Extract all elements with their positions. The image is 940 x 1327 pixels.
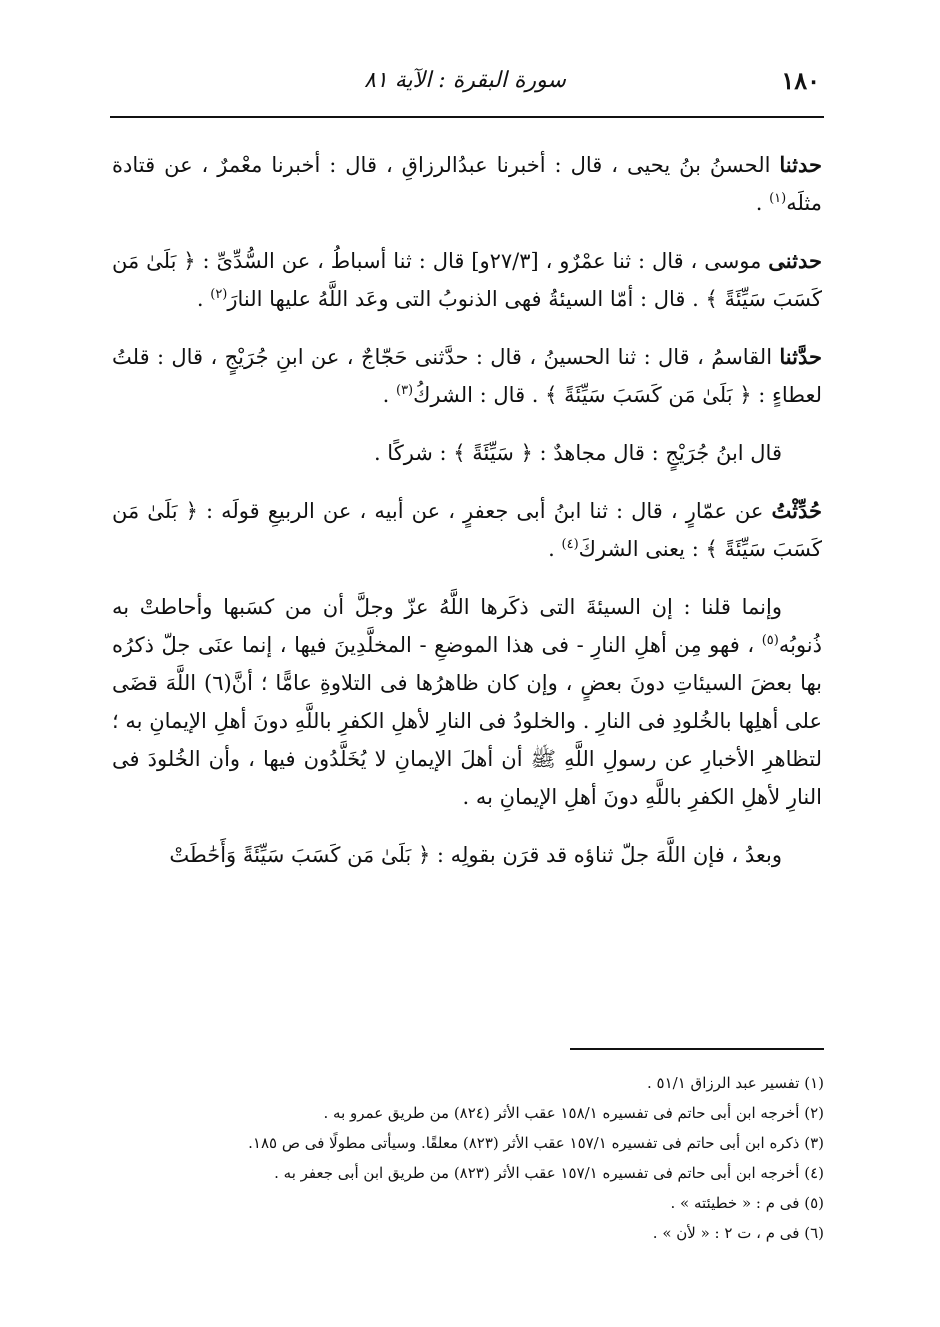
paragraph-6 bbox=[112, 588, 822, 816]
paragraph-text: وإنما قلنا : إن السيئةَ التى ذكَرها اللَّهُ عزّ وجلَّ أن من كسَبها وأحاطتْ به ذُنوبُه bbox=[112, 595, 822, 657]
paragraph-end: ، فهو مِن أهلِ النارِ - فى هذا الموضعِ - المخلَّدِينَ فيها ، إنما عنَى جلّ ذكرُه بها بعضَ السيئاتِ دونَ بعضٍ ، وإن كان ظاهرُها فى التلاوةِ عامًّا ؛ أنَّ(٦) اللَّهَ قضَى على أهلِها بالخُلودِ فى النارِ . والخلودُ فى النارِ لأهلِ الكفرِ باللَّهِ دونَ أهلِ الإيمانِ به ؛ لتظاهرِ الأخبارِ عن رسولِ اللَّهِ ﷺ أن أهلَ الإيمانِ لا يُخَلَّدُون فيها ، وأن الخُلودَ فى النارِ لأهلِ الكفرِ باللَّهِ دونَ أهلِ الإيمانِ به . bbox=[112, 633, 822, 809]
main-text bbox=[112, 146, 822, 894]
footnote-3: (٣) ذكره ابن أبى حاتم فى تفسيره ١٥٧/١ عقب الأثر (٨٢٣) معلقًا. وسيأتى مطولًا فى ص ١٨٥. bbox=[248, 1134, 824, 1152]
footnote-marker: (٢) bbox=[210, 287, 228, 302]
footnote-marker: (٣) bbox=[395, 383, 414, 398]
page-header bbox=[110, 62, 820, 106]
paragraph-text: الحسنُ بنُ يحيى ، قال : أخبرنا عبدُالرزاقِ ، قال : أخبرنا معْمرٌ ، عن قتادة مثلَه bbox=[112, 153, 822, 215]
paragraph-end: . bbox=[196, 287, 211, 311]
footnote-marker: (٤) bbox=[561, 537, 579, 552]
paragraph-lead: حدثنى bbox=[768, 248, 822, 273]
header-divider bbox=[110, 116, 824, 118]
paragraph-2 bbox=[112, 242, 822, 318]
paragraph-text: وبعدُ ، فإن اللَّهَ جلّ ثناؤه قد قرَن بقولِه : ﴿ بَلَىٰ مَن كَسَبَ سَيِّئَةً وَأَحَٰطَتْ bbox=[169, 843, 782, 867]
footnote-2: (٢) أخرجه ابن أبى حاتم فى تفسيره ١٥٨/١ عقب الأثر (٨٢٤) من طريق عمرو به . bbox=[323, 1104, 824, 1122]
paragraph-end: . bbox=[382, 383, 396, 407]
paragraph-text: عن عمّارٍ ، قال : ثنا ابنُ أبى جعفرٍ ، عن أبيه ، عن الربيعِ قولَه : ﴿ بَلَىٰ مَن كَسَبَ سَيِّئَةً ﴾ : يعنى الشركَ bbox=[112, 499, 822, 561]
footnote-marker: (٥) bbox=[761, 633, 779, 648]
paragraph-end: . bbox=[755, 191, 770, 215]
paragraph-1 bbox=[112, 146, 822, 222]
footnote-4: (٤) أخرجه ابن أبى حاتم فى تفسيره ١٥٧/١ عقب الأثر (٨٢٣) من طريق ابن أبى جعفر به . bbox=[274, 1164, 824, 1182]
paragraph-4 bbox=[112, 434, 822, 472]
footnote-marker: (١) bbox=[769, 191, 787, 206]
paragraph-5 bbox=[112, 492, 822, 568]
running-title: سورة البقرة : الآية ٨١ bbox=[364, 68, 566, 93]
paragraph-3 bbox=[112, 338, 822, 414]
footnote-6: (٦) فى م ، ت ٢ : « لأن » . bbox=[652, 1224, 824, 1242]
paragraph-lead: حُدِّثْتُ bbox=[771, 498, 822, 523]
paragraph-text: موسى ، قال : ثنا عمْرٌو ، [٢٧/٣و] قال : ثنا أسباطُ ، عن السُّدِّىِّ : ﴿ بَلَىٰ مَن كَسَبَ سَيِّئَةً ﴾ . قال : أمّا السيئةُ فهى الذنوبُ التى وعَد اللَّهُ عليها النارَ bbox=[112, 249, 822, 311]
paragraph-text: قال ابنُ جُرَيْجٍ : قال مجاهدٌ : ﴿ سَيِّئَةً ﴾ : شركًا . bbox=[373, 441, 782, 465]
paragraph-7 bbox=[112, 836, 822, 874]
footnotes bbox=[112, 1068, 824, 1248]
paragraph-lead: حدَّثنا bbox=[779, 344, 822, 369]
footnote-1: (١) تفسير عبد الرزاق ٥١/١ . bbox=[647, 1074, 824, 1092]
paragraph-lead: حدثنا bbox=[779, 152, 822, 177]
footnote-divider bbox=[570, 1048, 824, 1050]
footnote-5: (٥) فى م : « خطيئته » . bbox=[670, 1194, 824, 1212]
paragraph-text: القاسمُ ، قال : ثنا الحسينُ ، قال : حدَّثنى حَجّاجٌ ، عن ابنِ جُرَيْجٍ ، قال : قلتُ لعطاءٍ : ﴿ بَلَىٰ مَن كَسَبَ سَيِّئَةً ﴾ . قال : الشركُ bbox=[112, 345, 822, 407]
paragraph-end: . bbox=[548, 537, 562, 561]
page-number: ١٨٠ bbox=[781, 66, 820, 95]
